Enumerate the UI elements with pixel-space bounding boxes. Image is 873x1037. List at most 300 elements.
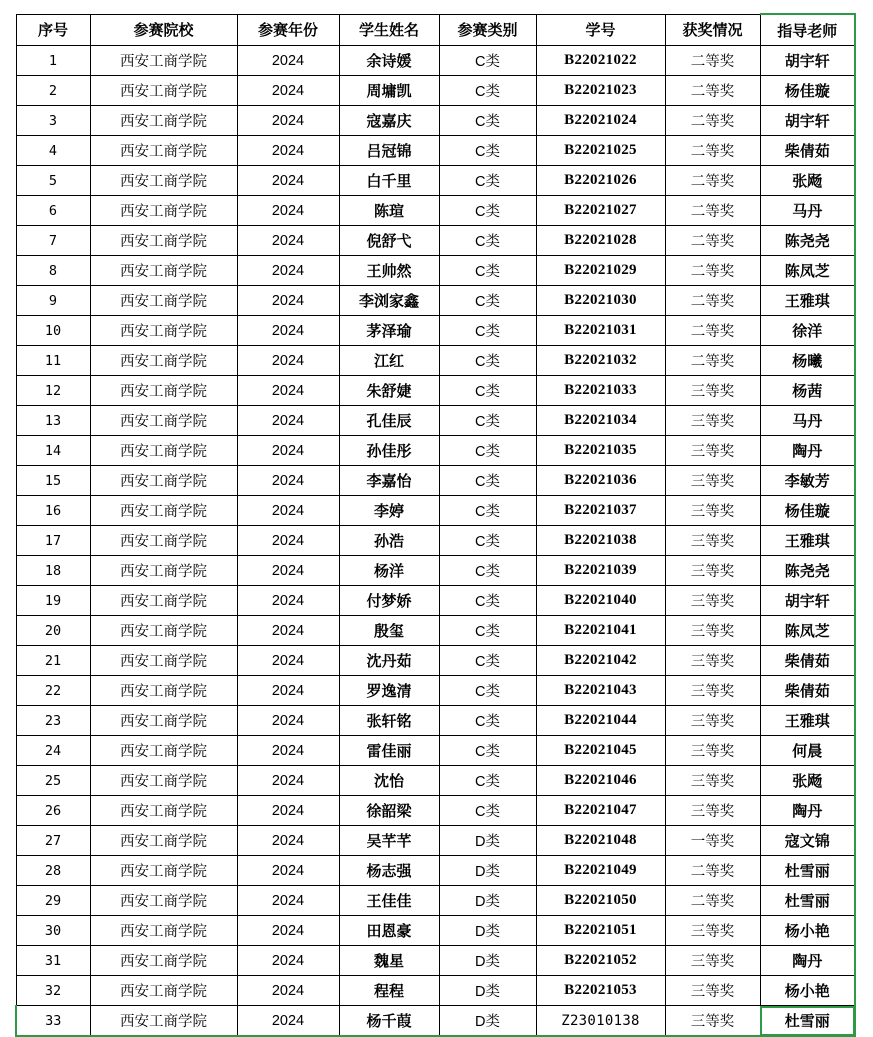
table-row bbox=[16, 376, 855, 406]
cell-award[interactable]: 三等奖 bbox=[665, 376, 760, 406]
cell-year[interactable]: 2024 bbox=[237, 166, 339, 196]
cell-student-id[interactable]: B22021050 bbox=[536, 886, 665, 916]
cell-advisor[interactable]: 杨茜 bbox=[760, 376, 855, 406]
cell-award[interactable]: 一等奖 bbox=[665, 826, 760, 856]
cell-year[interactable]: 2024 bbox=[237, 886, 339, 916]
cell-year[interactable]: 2024 bbox=[237, 136, 339, 166]
cell-school[interactable]: 西安工商学院 bbox=[90, 676, 237, 706]
cell-advisor[interactable]: 杨曦 bbox=[760, 346, 855, 376]
cell-year[interactable]: 2024 bbox=[237, 646, 339, 676]
cell-student-name[interactable]: 罗逸清 bbox=[339, 676, 439, 706]
cell-student-id[interactable]: B22021049 bbox=[536, 856, 665, 886]
table-row bbox=[16, 736, 855, 766]
cell-year[interactable]: 2024 bbox=[237, 226, 339, 256]
table-row bbox=[16, 676, 855, 706]
cell-year[interactable]: 2024 bbox=[237, 1006, 339, 1037]
cell-school[interactable]: 西安工商学院 bbox=[90, 736, 237, 766]
cell-index[interactable]: 20 bbox=[16, 616, 90, 646]
cell-year[interactable]: 2024 bbox=[237, 706, 339, 736]
cell-advisor[interactable]: 王雅琪 bbox=[760, 706, 855, 736]
cell-award[interactable]: 二等奖 bbox=[665, 106, 760, 136]
table-row bbox=[16, 256, 855, 286]
cell-category[interactable]: D类 bbox=[439, 856, 536, 886]
cell-student-id[interactable]: B22021037 bbox=[536, 496, 665, 526]
cell-student-name[interactable]: 魏星 bbox=[339, 946, 439, 976]
cell-award[interactable]: 三等奖 bbox=[665, 706, 760, 736]
cell-school[interactable]: 西安工商学院 bbox=[90, 46, 237, 76]
cell-category[interactable]: C类 bbox=[439, 766, 536, 796]
cell-award[interactable]: 二等奖 bbox=[665, 286, 760, 316]
cell-category[interactable]: C类 bbox=[439, 466, 536, 496]
cell-student-id[interactable]: B22021041 bbox=[536, 616, 665, 646]
cell-advisor[interactable]: 陶丹 bbox=[760, 796, 855, 826]
cell-school[interactable]: 西安工商学院 bbox=[90, 526, 237, 556]
header-cell-index[interactable]: 序号 bbox=[16, 14, 90, 46]
cell-category[interactable]: C类 bbox=[439, 736, 536, 766]
cell-category[interactable]: C类 bbox=[439, 166, 536, 196]
cell-category[interactable]: C类 bbox=[439, 346, 536, 376]
table-row bbox=[16, 856, 855, 886]
cell-student-name[interactable]: 杨洋 bbox=[339, 556, 439, 586]
table-row bbox=[16, 226, 855, 256]
cell-index[interactable]: 26 bbox=[16, 796, 90, 826]
cell-category[interactable]: C类 bbox=[439, 406, 536, 436]
table-row bbox=[16, 346, 855, 376]
cell-advisor[interactable]: 何晨 bbox=[760, 736, 855, 766]
cell-index[interactable]: 12 bbox=[16, 376, 90, 406]
cell-student-id[interactable]: B22021038 bbox=[536, 526, 665, 556]
cell-category[interactable]: C类 bbox=[439, 376, 536, 406]
cell-advisor[interactable]: 陶丹 bbox=[760, 946, 855, 976]
cell-school[interactable]: 西安工商学院 bbox=[90, 406, 237, 436]
cell-index[interactable]: 5 bbox=[16, 166, 90, 196]
table-row bbox=[16, 46, 855, 76]
cell-category[interactable]: C类 bbox=[439, 616, 536, 646]
cell-year[interactable]: 2024 bbox=[237, 946, 339, 976]
cell-category[interactable]: D类 bbox=[439, 916, 536, 946]
cell-category[interactable]: C类 bbox=[439, 286, 536, 316]
cell-year[interactable]: 2024 bbox=[237, 316, 339, 346]
header-cell-student-name[interactable]: 学生姓名 bbox=[339, 14, 439, 46]
cell-year[interactable]: 2024 bbox=[237, 856, 339, 886]
cell-student-name[interactable]: 吕冠锦 bbox=[339, 136, 439, 166]
cell-index[interactable]: 13 bbox=[16, 406, 90, 436]
cell-category[interactable]: C类 bbox=[439, 226, 536, 256]
cell-student-id[interactable]: B22021035 bbox=[536, 436, 665, 466]
cell-school[interactable]: 西安工商学院 bbox=[90, 106, 237, 136]
cell-index[interactable]: 28 bbox=[16, 856, 90, 886]
cell-award[interactable]: 三等奖 bbox=[665, 406, 760, 436]
cell-index[interactable]: 21 bbox=[16, 646, 90, 676]
cell-advisor[interactable]: 李敏芳 bbox=[760, 466, 855, 496]
cell-advisor[interactable]: 杜雪丽 bbox=[760, 856, 855, 886]
table-row bbox=[16, 586, 855, 616]
cell-student-id[interactable]: B22021040 bbox=[536, 586, 665, 616]
cell-index[interactable]: 15 bbox=[16, 466, 90, 496]
cell-student-id[interactable]: Z23010138 bbox=[536, 1006, 665, 1037]
cell-student-id[interactable]: B22021047 bbox=[536, 796, 665, 826]
cell-index[interactable]: 23 bbox=[16, 706, 90, 736]
cell-award[interactable]: 三等奖 bbox=[665, 496, 760, 526]
cell-student-name[interactable]: 余诗媛 bbox=[339, 46, 439, 76]
cell-school[interactable]: 西安工商学院 bbox=[90, 766, 237, 796]
cell-student-id[interactable]: B22021029 bbox=[536, 256, 665, 286]
cell-advisor[interactable]: 寇文锦 bbox=[760, 826, 855, 856]
table-row bbox=[16, 646, 855, 676]
cell-year[interactable]: 2024 bbox=[237, 286, 339, 316]
cell-year[interactable]: 2024 bbox=[237, 556, 339, 586]
cell-index[interactable]: 22 bbox=[16, 676, 90, 706]
cell-student-name[interactable]: 李嘉怡 bbox=[339, 466, 439, 496]
cell-index[interactable]: 8 bbox=[16, 256, 90, 286]
cell-advisor[interactable]: 王雅琪 bbox=[760, 526, 855, 556]
cell-index[interactable]: 27 bbox=[16, 826, 90, 856]
cell-student-name[interactable]: 李婷 bbox=[339, 496, 439, 526]
cell-student-id[interactable]: B22021030 bbox=[536, 286, 665, 316]
cell-award[interactable]: 三等奖 bbox=[665, 466, 760, 496]
cell-school[interactable]: 西安工商学院 bbox=[90, 136, 237, 166]
cell-index[interactable]: 14 bbox=[16, 436, 90, 466]
cell-school[interactable]: 西安工商学院 bbox=[90, 436, 237, 466]
cell-award[interactable]: 二等奖 bbox=[665, 46, 760, 76]
cell-year[interactable]: 2024 bbox=[237, 346, 339, 376]
cell-student-name[interactable]: 孙浩 bbox=[339, 526, 439, 556]
cell-student-id[interactable]: B22021053 bbox=[536, 976, 665, 1006]
cell-year[interactable]: 2024 bbox=[237, 106, 339, 136]
cell-index[interactable]: 2 bbox=[16, 76, 90, 106]
cell-advisor[interactable]: 柴倩茹 bbox=[760, 646, 855, 676]
cell-category[interactable]: D类 bbox=[439, 826, 536, 856]
cell-category[interactable]: C类 bbox=[439, 316, 536, 346]
cell-school[interactable]: 西安工商学院 bbox=[90, 316, 237, 346]
cell-advisor[interactable]: 陈尧尧 bbox=[760, 226, 855, 256]
table-row bbox=[16, 946, 855, 976]
cell-school[interactable]: 西安工商学院 bbox=[90, 256, 237, 286]
cell-school[interactable]: 西安工商学院 bbox=[90, 916, 237, 946]
cell-student-name[interactable]: 杨千葭 bbox=[339, 1006, 439, 1037]
cell-advisor[interactable]: 杨佳璇 bbox=[760, 496, 855, 526]
header-cell-award[interactable]: 获奖情况 bbox=[665, 14, 760, 46]
cell-student-name[interactable]: 周墉凯 bbox=[339, 76, 439, 106]
cell-year[interactable]: 2024 bbox=[237, 526, 339, 556]
table-row bbox=[16, 466, 855, 496]
table-row bbox=[16, 766, 855, 796]
cell-award[interactable]: 二等奖 bbox=[665, 316, 760, 346]
cell-student-name[interactable]: 徐韶梁 bbox=[339, 796, 439, 826]
cell-advisor[interactable]: 徐洋 bbox=[760, 316, 855, 346]
header-cell-year[interactable]: 参赛年份 bbox=[237, 14, 339, 46]
table-row bbox=[16, 316, 855, 346]
cell-school[interactable]: 西安工商学院 bbox=[90, 76, 237, 106]
cell-student-name[interactable]: 杨志强 bbox=[339, 856, 439, 886]
cell-school[interactable]: 西安工商学院 bbox=[90, 856, 237, 886]
cell-index[interactable]: 31 bbox=[16, 946, 90, 976]
cell-advisor[interactable]: 马丹 bbox=[760, 406, 855, 436]
cell-category[interactable]: C类 bbox=[439, 256, 536, 286]
cell-advisor[interactable]: 杨佳璇 bbox=[760, 76, 855, 106]
cell-award[interactable]: 三等奖 bbox=[665, 736, 760, 766]
cell-school[interactable]: 西安工商学院 bbox=[90, 1006, 237, 1037]
cell-advisor[interactable]: 杨小艳 bbox=[760, 916, 855, 946]
table-row bbox=[16, 886, 855, 916]
cell-award[interactable]: 三等奖 bbox=[665, 526, 760, 556]
cell-category[interactable]: C类 bbox=[439, 526, 536, 556]
cell-award[interactable]: 三等奖 bbox=[665, 646, 760, 676]
cell-year[interactable]: 2024 bbox=[237, 466, 339, 496]
cell-index[interactable]: 17 bbox=[16, 526, 90, 556]
cell-index[interactable]: 16 bbox=[16, 496, 90, 526]
cell-award[interactable]: 二等奖 bbox=[665, 136, 760, 166]
cell-student-name[interactable]: 殷玺 bbox=[339, 616, 439, 646]
cell-award[interactable]: 三等奖 bbox=[665, 436, 760, 466]
cell-advisor[interactable]: 胡宇轩 bbox=[760, 46, 855, 76]
cell-category[interactable]: C类 bbox=[439, 76, 536, 106]
cell-award[interactable]: 三等奖 bbox=[665, 1006, 760, 1037]
table-row bbox=[16, 406, 855, 436]
cell-award[interactable]: 二等奖 bbox=[665, 226, 760, 256]
cell-year[interactable]: 2024 bbox=[237, 766, 339, 796]
cell-index[interactable]: 33 bbox=[16, 1006, 90, 1037]
cell-index[interactable]: 10 bbox=[16, 316, 90, 346]
cell-award[interactable]: 三等奖 bbox=[665, 556, 760, 586]
cell-student-name[interactable]: 王帅然 bbox=[339, 256, 439, 286]
header-row bbox=[16, 14, 855, 46]
cell-category[interactable]: D类 bbox=[439, 976, 536, 1006]
cell-advisor[interactable]: 杨小艳 bbox=[760, 976, 855, 1006]
cell-index[interactable]: 30 bbox=[16, 916, 90, 946]
cell-year[interactable]: 2024 bbox=[237, 46, 339, 76]
cell-index[interactable]: 6 bbox=[16, 196, 90, 226]
cell-index[interactable]: 32 bbox=[16, 976, 90, 1006]
cell-student-name[interactable]: 雷佳丽 bbox=[339, 736, 439, 766]
cell-school[interactable]: 西安工商学院 bbox=[90, 556, 237, 586]
cell-category[interactable]: C类 bbox=[439, 646, 536, 676]
cell-index[interactable]: 25 bbox=[16, 766, 90, 796]
cell-category[interactable]: C类 bbox=[439, 706, 536, 736]
cell-advisor[interactable]: 杜雪丽 bbox=[760, 886, 855, 916]
cell-index[interactable]: 3 bbox=[16, 106, 90, 136]
cell-student-id[interactable]: B22021031 bbox=[536, 316, 665, 346]
cell-school[interactable]: 西安工商学院 bbox=[90, 346, 237, 376]
cell-award[interactable]: 二等奖 bbox=[665, 256, 760, 286]
cell-year[interactable]: 2024 bbox=[237, 676, 339, 706]
cell-student-id[interactable]: B22021042 bbox=[536, 646, 665, 676]
table-row bbox=[16, 616, 855, 646]
cell-student-id[interactable]: B22021045 bbox=[536, 736, 665, 766]
cell-index[interactable]: 19 bbox=[16, 586, 90, 616]
cell-award[interactable]: 二等奖 bbox=[665, 196, 760, 226]
cell-student-name[interactable]: 吴芊芊 bbox=[339, 826, 439, 856]
cell-index[interactable]: 4 bbox=[16, 136, 90, 166]
cell-award[interactable]: 二等奖 bbox=[665, 166, 760, 196]
cell-advisor[interactable]: 胡宇轩 bbox=[760, 106, 855, 136]
header-cell-category[interactable]: 参赛类别 bbox=[439, 14, 536, 46]
cell-award[interactable]: 二等奖 bbox=[665, 76, 760, 106]
cell-school[interactable]: 西安工商学院 bbox=[90, 496, 237, 526]
cell-year[interactable]: 2024 bbox=[237, 916, 339, 946]
cell-advisor[interactable]: 王雅琪 bbox=[760, 286, 855, 316]
cell-award[interactable]: 三等奖 bbox=[665, 946, 760, 976]
cell-student-name[interactable]: 王佳佳 bbox=[339, 886, 439, 916]
cell-student-name[interactable]: 倪舒弋 bbox=[339, 226, 439, 256]
cell-category[interactable]: C类 bbox=[439, 556, 536, 586]
cell-award[interactable]: 三等奖 bbox=[665, 676, 760, 706]
cell-category[interactable]: C类 bbox=[439, 496, 536, 526]
cell-year[interactable]: 2024 bbox=[237, 616, 339, 646]
cell-year[interactable]: 2024 bbox=[237, 586, 339, 616]
cell-award[interactable]: 二等奖 bbox=[665, 886, 760, 916]
cell-school[interactable]: 西安工商学院 bbox=[90, 646, 237, 676]
cell-student-name[interactable]: 孔佳辰 bbox=[339, 406, 439, 436]
table-row bbox=[16, 166, 855, 196]
cell-student-id[interactable]: B22021022 bbox=[536, 46, 665, 76]
cell-advisor[interactable]: 陈尧尧 bbox=[760, 556, 855, 586]
cell-student-id[interactable]: B22021044 bbox=[536, 706, 665, 736]
cell-category[interactable]: C类 bbox=[439, 676, 536, 706]
cell-index[interactable]: 1 bbox=[16, 46, 90, 76]
cell-school[interactable]: 西安工商学院 bbox=[90, 616, 237, 646]
cell-advisor[interactable]: 胡宇轩 bbox=[760, 586, 855, 616]
cell-year[interactable]: 2024 bbox=[237, 826, 339, 856]
cell-school[interactable]: 西安工商学院 bbox=[90, 226, 237, 256]
cell-student-name[interactable]: 张轩铭 bbox=[339, 706, 439, 736]
cell-student-id[interactable]: B22021051 bbox=[536, 916, 665, 946]
cell-student-id[interactable]: B22021048 bbox=[536, 826, 665, 856]
cell-award[interactable]: 三等奖 bbox=[665, 766, 760, 796]
cell-student-name[interactable]: 田恩豪 bbox=[339, 916, 439, 946]
cell-year[interactable]: 2024 bbox=[237, 76, 339, 106]
cell-school[interactable]: 西安工商学院 bbox=[90, 946, 237, 976]
cell-year[interactable]: 2024 bbox=[237, 976, 339, 1006]
cell-student-id[interactable]: B22021034 bbox=[536, 406, 665, 436]
cell-school[interactable]: 西安工商学院 bbox=[90, 796, 237, 826]
table-row bbox=[16, 436, 855, 466]
cell-category[interactable]: D类 bbox=[439, 946, 536, 976]
cell-year[interactable]: 2024 bbox=[237, 196, 339, 226]
cell-award[interactable]: 三等奖 bbox=[665, 916, 760, 946]
cell-advisor[interactable]: 柴倩茹 bbox=[760, 136, 855, 166]
cell-school[interactable]: 西安工商学院 bbox=[90, 286, 237, 316]
cell-student-id[interactable]: B22021032 bbox=[536, 346, 665, 376]
cell-year[interactable]: 2024 bbox=[237, 376, 339, 406]
table-row bbox=[16, 706, 855, 736]
cell-student-id[interactable]: B22021036 bbox=[536, 466, 665, 496]
table-row bbox=[16, 76, 855, 106]
cell-year[interactable]: 2024 bbox=[237, 796, 339, 826]
cell-advisor[interactable]: 柴倩茹 bbox=[760, 676, 855, 706]
cell-student-id[interactable]: B22021028 bbox=[536, 226, 665, 256]
cell-school[interactable]: 西安工商学院 bbox=[90, 826, 237, 856]
cell-student-id[interactable]: B22021052 bbox=[536, 946, 665, 976]
table-row bbox=[16, 976, 855, 1006]
cell-year[interactable]: 2024 bbox=[237, 256, 339, 286]
cell-advisor[interactable]: 马丹 bbox=[760, 196, 855, 226]
cell-student-id[interactable]: B22021039 bbox=[536, 556, 665, 586]
cell-advisor[interactable]: 张飏 bbox=[760, 166, 855, 196]
cell-advisor[interactable]: 陈凤芝 bbox=[760, 616, 855, 646]
cell-student-name[interactable]: 陈瑄 bbox=[339, 196, 439, 226]
cell-year[interactable]: 2024 bbox=[237, 736, 339, 766]
cell-index[interactable]: 18 bbox=[16, 556, 90, 586]
cell-student-name[interactable]: 白千里 bbox=[339, 166, 439, 196]
cell-year[interactable]: 2024 bbox=[237, 436, 339, 466]
cell-student-id[interactable]: B22021023 bbox=[536, 76, 665, 106]
cell-advisor[interactable]: 张飏 bbox=[760, 766, 855, 796]
header-cell-school[interactable]: 参赛院校 bbox=[90, 14, 237, 46]
cell-student-name[interactable]: 付梦娇 bbox=[339, 586, 439, 616]
cell-student-id[interactable]: B22021027 bbox=[536, 196, 665, 226]
cell-award[interactable]: 二等奖 bbox=[665, 346, 760, 376]
cell-award[interactable]: 三等奖 bbox=[665, 586, 760, 616]
cell-student-name[interactable]: 茅泽瑜 bbox=[339, 316, 439, 346]
cell-year[interactable]: 2024 bbox=[237, 406, 339, 436]
header-cell-advisor[interactable]: 指导老师 bbox=[760, 14, 855, 46]
cell-award[interactable]: 三等奖 bbox=[665, 616, 760, 646]
award-table bbox=[15, 13, 856, 1037]
table-row bbox=[16, 136, 855, 166]
cell-student-name[interactable]: 沈丹茹 bbox=[339, 646, 439, 676]
cell-student-id[interactable]: B22021025 bbox=[536, 136, 665, 166]
cell-category[interactable]: D类 bbox=[439, 886, 536, 916]
cell-student-id[interactable]: B22021026 bbox=[536, 166, 665, 196]
cell-student-id[interactable]: B22021033 bbox=[536, 376, 665, 406]
cell-category[interactable]: C类 bbox=[439, 46, 536, 76]
cell-advisor[interactable]: 陈凤芝 bbox=[760, 256, 855, 286]
cell-school[interactable]: 西安工商学院 bbox=[90, 166, 237, 196]
cell-award[interactable]: 二等奖 bbox=[665, 856, 760, 886]
cell-category[interactable]: C类 bbox=[439, 106, 536, 136]
cell-category[interactable]: C类 bbox=[439, 136, 536, 166]
cell-student-id[interactable]: B22021024 bbox=[536, 106, 665, 136]
cell-student-name[interactable]: 江红 bbox=[339, 346, 439, 376]
cell-category[interactable]: D类 bbox=[439, 1006, 536, 1037]
cell-school[interactable]: 西安工商学院 bbox=[90, 976, 237, 1006]
header-cell-student-id[interactable]: 学号 bbox=[536, 14, 665, 46]
cell-year[interactable]: 2024 bbox=[237, 496, 339, 526]
cell-school[interactable]: 西安工商学院 bbox=[90, 886, 237, 916]
cell-category[interactable]: C类 bbox=[439, 436, 536, 466]
cell-student-id[interactable]: B22021043 bbox=[536, 676, 665, 706]
cell-student-name[interactable]: 程程 bbox=[339, 976, 439, 1006]
cell-advisor[interactable]: 杜雪丽 bbox=[760, 1006, 855, 1037]
cell-index[interactable]: 29 bbox=[16, 886, 90, 916]
cell-category[interactable]: C类 bbox=[439, 586, 536, 616]
cell-school[interactable]: 西安工商学院 bbox=[90, 376, 237, 406]
cell-index[interactable]: 9 bbox=[16, 286, 90, 316]
cell-advisor[interactable]: 陶丹 bbox=[760, 436, 855, 466]
cell-student-name[interactable]: 寇嘉庆 bbox=[339, 106, 439, 136]
cell-award[interactable]: 三等奖 bbox=[665, 796, 760, 826]
cell-school[interactable]: 西安工商学院 bbox=[90, 586, 237, 616]
cell-school[interactable]: 西安工商学院 bbox=[90, 196, 237, 226]
cell-index[interactable]: 7 bbox=[16, 226, 90, 256]
table-row bbox=[16, 796, 855, 826]
cell-school[interactable]: 西安工商学院 bbox=[90, 466, 237, 496]
cell-index[interactable]: 24 bbox=[16, 736, 90, 766]
cell-student-name[interactable]: 沈怡 bbox=[339, 766, 439, 796]
table-row bbox=[16, 526, 855, 556]
cell-student-name[interactable]: 朱舒婕 bbox=[339, 376, 439, 406]
cell-student-id[interactable]: B22021046 bbox=[536, 766, 665, 796]
cell-student-name[interactable]: 孙佳彤 bbox=[339, 436, 439, 466]
cell-index[interactable]: 11 bbox=[16, 346, 90, 376]
cell-award[interactable]: 三等奖 bbox=[665, 976, 760, 1006]
cell-category[interactable]: C类 bbox=[439, 796, 536, 826]
cell-school[interactable]: 西安工商学院 bbox=[90, 706, 237, 736]
cell-student-name[interactable]: 李浏家鑫 bbox=[339, 286, 439, 316]
cell-category[interactable]: C类 bbox=[439, 196, 536, 226]
table-row bbox=[16, 916, 855, 946]
